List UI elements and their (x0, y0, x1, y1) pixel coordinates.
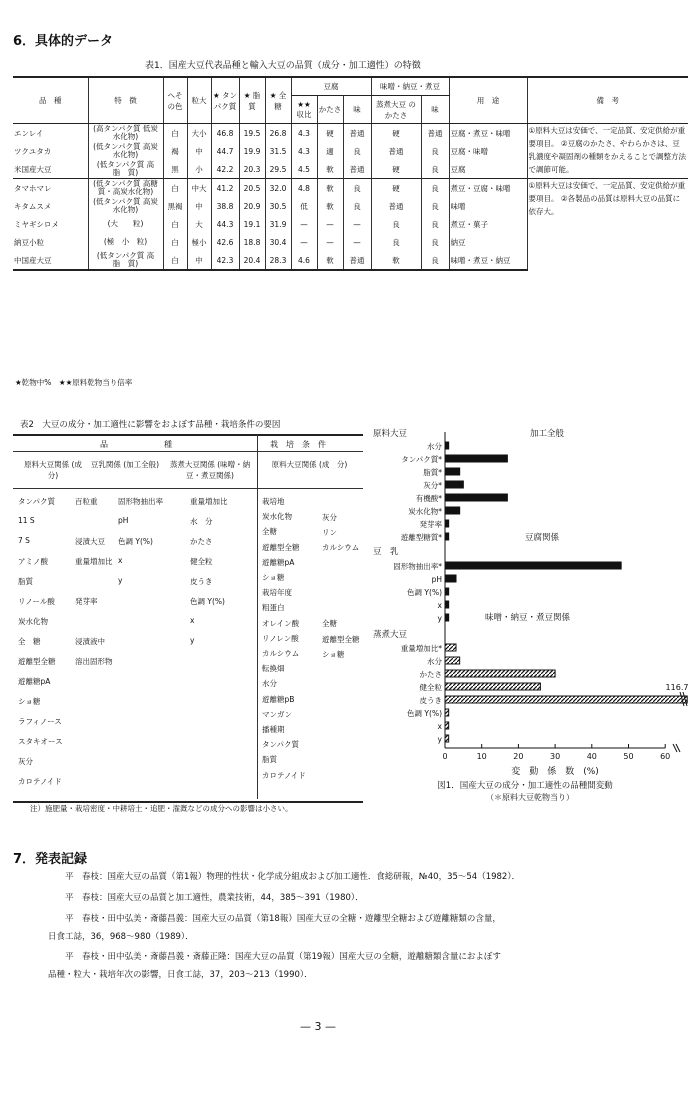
chart-bar (445, 670, 555, 677)
t2-col5-item: 粗蛋白 (262, 603, 285, 613)
t1-cell-k: 軟 (317, 160, 343, 179)
t1-cell-name: キタムスメ (14, 201, 52, 211)
t1-cell-p: 46.8 (211, 124, 239, 143)
t1-cell-f: 19.1 (239, 215, 265, 233)
t2-col5-item: カロテノイド (262, 770, 306, 780)
chart-section-label-miso: 味噌・納豆・煮豆関係 (485, 613, 571, 623)
t2-col5-item: ショ糖 (262, 573, 285, 582)
t1-cell-y: — (291, 215, 317, 233)
t1-cell-nk: 硬 (371, 160, 421, 179)
t2-col3-item: 色調 Y(%) (118, 537, 153, 546)
t2-col1-item: 7 S (18, 536, 30, 545)
chart-category-label: 水分 (427, 442, 442, 451)
t1-cell-s: 31.9 (265, 215, 291, 233)
t1-cell-y: — (291, 233, 317, 251)
t2-col1-item: ショ糖 (18, 697, 41, 706)
t2-col5-item: マンガン (262, 709, 292, 719)
t1-cell-s: 30.5 (265, 197, 291, 215)
t1-cell-ma: 良 (421, 215, 449, 233)
t2-col4-item: y (190, 636, 195, 645)
t1-cell-heso: 白 (163, 124, 187, 143)
chart-category-label: y (437, 614, 442, 623)
t2-col1-item: 遊離型全糖 (18, 657, 56, 666)
t1-cell-a: — (343, 233, 371, 251)
t1-cell-a: 良 (343, 197, 371, 215)
t1-note-miso: ①原料大豆は安価で、一定品質、安定供給が重要項目。 ②各製品の品質は原料大豆の品質に依存大。 (527, 179, 688, 271)
t2-col3-item: pH (118, 516, 129, 525)
t1-cell-y: 4.3 (291, 124, 317, 143)
t2-h-saibai: 栽 培 条 件 (270, 440, 326, 449)
t1-cell-ma: 良 (421, 197, 449, 215)
t2-col4-item: 皮うき (190, 577, 213, 586)
chart-title: 図1．国産大豆の成分・加工適性の品種間変動 (437, 781, 613, 791)
chart-category-label: 水分 (427, 657, 442, 666)
t1-cell-k: 軟 (317, 197, 343, 215)
t2-col3-item: x (118, 556, 123, 565)
chart-category-label: 有機酸* (415, 494, 442, 503)
t1-h-miso-aji: 味 (421, 96, 449, 124)
t1-cell-p: 42.6 (211, 233, 239, 251)
t1-cell-p: 44.3 (211, 215, 239, 233)
t2-col1-item: ラフィノース (18, 717, 62, 726)
t1-cell-a: 良 (343, 179, 371, 198)
t1-h-group-tofu: 豆腐 (291, 77, 371, 96)
chart-category-label: 健全粒 (419, 683, 442, 692)
t1-cell-nk: 軟 (371, 251, 421, 270)
t1-cell-s: 32.0 (265, 179, 291, 198)
t2-col5-item: 脂質 (262, 755, 277, 765)
t1-cell-f: 20.9 (239, 197, 265, 215)
t1-h-shishitsu: ★ 脂質 (239, 77, 265, 124)
chart-bar (445, 696, 687, 703)
t2-col3-item: y (118, 576, 123, 585)
t1-cell-f: 20.3 (239, 160, 265, 179)
t2-col1-item: スタキオース (18, 737, 63, 746)
t1-cell-s: 28.3 (265, 251, 291, 270)
t1-cell-heso: 白 (163, 233, 187, 251)
t2-col1-item: 遊離糖pA (18, 677, 51, 686)
ref-1: 平 春枝：国産大豆の品質（第1報）物理的性状・化学成分組成および加工適性．食総研報，№40，35〜54（1982）． (65, 872, 521, 882)
t1-cell-use: 豆腐・味噌 (449, 142, 527, 160)
chart-category-label: 発芽率 (419, 520, 442, 529)
t1-cell-k: 軟 (317, 179, 343, 198)
t1-cell-tsubu: 極小 (187, 233, 211, 251)
t1-cell-y: 4.3 (291, 142, 317, 160)
chart-bar (445, 588, 449, 595)
table2-rule2 (13, 488, 363, 489)
chart-bar (445, 735, 449, 742)
t1-h-tokucho: 特 徴 (88, 77, 163, 124)
t1-cell-name: 米国産大豆 (14, 164, 52, 174)
t1-cell-nk: 硬 (371, 124, 421, 143)
t2-col6-item: 遊離型全糖 (322, 634, 360, 644)
chart-x-tick-label: 10 (476, 752, 487, 761)
table1-footnote: ★乾物中% ★★原料乾物当り倍率 (15, 378, 133, 387)
t1-cell-heso: 黒褐 (163, 197, 187, 215)
section-6-title: 6．具体的データ (13, 34, 114, 49)
t1-cell-f: 19.9 (239, 142, 265, 160)
t2-col6-item: カルシウム (322, 543, 360, 553)
t1-cell-p: 42.3 (211, 251, 239, 270)
t1-h-biko: 備 考 (527, 77, 688, 124)
t1-h-group-miso: 味噌・納豆・煮豆 (371, 77, 449, 96)
t1-cell-name: エンレイ (14, 128, 44, 138)
t2-col4-item: x (190, 616, 195, 625)
t2-col5-item: リノレン酸 (262, 633, 299, 643)
t2-col1-item: アミノ酸 (18, 557, 48, 566)
chart-bar (445, 468, 460, 475)
t1-cell-feature: (低タンパク質 高 脂 質) (88, 160, 163, 179)
chart-category-label: かたさ (419, 670, 442, 679)
t1-cell-p: 38.8 (211, 197, 239, 215)
t1-cell-feature: (低タンパク質 高糖質・高炭水化物) (88, 179, 163, 198)
t1-cell-s: 26.8 (265, 124, 291, 143)
t1-cell-use: 煮豆・豆腐・味噌 (449, 179, 527, 198)
figure1-chart (365, 418, 689, 803)
chart-x-tick-label: 50 (623, 752, 634, 761)
t1-cell-ma: 良 (421, 142, 449, 160)
t2-col4-item: 重量増加比 (190, 497, 228, 506)
chart-x-tick-label: 40 (586, 752, 597, 761)
t1-cell-f: 20.5 (239, 179, 265, 198)
t1-cell-p: 42.2 (211, 160, 239, 179)
t2-sub3: 蒸煮大豆関係 (味噌・納豆・煮豆関係) (169, 460, 251, 480)
t2-col5-item: 水分 (262, 679, 277, 689)
t1-h-yoto: 用 途 (449, 77, 527, 124)
t1-cell-ma: 普通 (421, 124, 449, 143)
t2-sub4: 原料大豆関係 (成 分) (271, 460, 348, 469)
t2-col5-item: カルシウム (262, 649, 300, 658)
t2-col1-item: 11 S (18, 516, 35, 525)
t2-col1-item: 全 糖 (18, 637, 41, 646)
t2-col5-item: 遊離型全糖 (262, 542, 300, 552)
chart-bar (445, 442, 449, 449)
t2-col4-item: 水 分 (190, 517, 213, 526)
t1-cell-a: — (343, 215, 371, 233)
t1-cell-p: 44.7 (211, 142, 239, 160)
chart-x-tick-label: 20 (513, 752, 524, 761)
t2-col6-item: ショ糖 (322, 649, 345, 659)
t2-col5-item: 遊離糖pB (262, 694, 295, 704)
chart-group-label-soymilk: 豆 乳 (373, 547, 399, 557)
t2-col4-item: 健全粒 (190, 557, 213, 566)
t1-cell-use: 豆腐・煮豆・味噌 (449, 124, 527, 143)
chart-x-tick-label: 0 (442, 752, 448, 761)
t1-cell-f: 20.4 (239, 251, 265, 270)
chart-bar (445, 709, 449, 716)
table2-footnote: 注）施肥量・栽培密度・中耕培土・追肥・潅漑などの成分への影響は小さい。 (30, 804, 293, 813)
t2-col4-item: かたさ (190, 537, 213, 546)
ref-4-cont: 品種・粒大・栽培年次の影響，日食工誌，37，203〜213（1990）． (48, 970, 313, 980)
chart-category-label: y (437, 735, 442, 744)
ref-4: 平 春枝・田中弘美・斎藤昌義・斎藤正隆：国産大豆の品質（第19報）国産大豆の全糖，遊離糖類含量におよぼす (65, 952, 501, 962)
t1-cell-feature: (低タンパク質 高炭水化物) (88, 197, 163, 215)
t1-cell-nk: 良 (371, 215, 421, 233)
t1-cell-k: 軟 (317, 251, 343, 270)
t1-cell-name: ミヤギシロメ (14, 219, 59, 229)
t1-cell-y: 4.5 (291, 160, 317, 179)
t1-cell-tsubu: 中大 (187, 179, 211, 198)
chart-group-label-steamed: 蒸煮大豆 (373, 630, 408, 640)
t1-h-zento: ★ 全糖 (265, 77, 291, 124)
chart-category-label: 遊離型糖質* (400, 533, 442, 542)
t2-col5-item: 遊離糖pA (262, 557, 295, 567)
t1-cell-heso: 白 (163, 179, 187, 198)
table1-row (13, 124, 688, 143)
t1-cell-s: 30.4 (265, 233, 291, 251)
table1-row (13, 179, 688, 198)
t1-cell-k: 適 (317, 142, 343, 160)
chart-category-label: x (437, 722, 442, 731)
t2-col6-item: リン (322, 528, 337, 538)
chart-category-label: 色調 Y(%) (407, 709, 442, 718)
t1-h-shuhi: ★★ 収比 (291, 96, 317, 124)
t2-col1-item: 灰分 (18, 757, 33, 766)
chart-bar (445, 657, 460, 664)
chart-x-axis-label: 変 動 係 数 (%) (511, 767, 599, 777)
chart-bar (445, 494, 507, 501)
t1-cell-f: 18.8 (239, 233, 265, 251)
t1-h-tsubu: 粒大 (187, 77, 211, 124)
chart-subtitle: （＊原料大豆乾物当り） (486, 793, 574, 802)
t1-cell-ma: 良 (421, 233, 449, 251)
section-7-title: 7．発表記録 (13, 852, 88, 867)
t1-h-nimame-katasa: 蒸煮大豆 のかたさ (371, 96, 421, 124)
t1-cell-feature: (低タンパク質 高炭水化物) (88, 142, 163, 160)
t1-cell-feature: (低タンパク質 高 脂 質) (88, 251, 163, 270)
t1-h-heso: へそ の色 (163, 77, 187, 124)
t2-col1-item: 脂質 (18, 577, 33, 586)
t1-cell-y: 4.8 (291, 179, 317, 198)
chart-bar (445, 644, 456, 651)
t1-cell-name: タマホマレ (13, 179, 88, 198)
t1-cell-y: 4.6 (291, 251, 317, 270)
chart-bar (445, 507, 460, 514)
t1-cell-tsubu: 大 (187, 215, 211, 233)
chart-category-label: pH (431, 575, 442, 584)
chart-category-label: 皮うき (419, 696, 442, 705)
t1-cell-use: 味噌・煮豆・納豆 (449, 251, 527, 270)
t2-col2-item: 浸漬液中 (75, 637, 105, 646)
chart-category-label: x (437, 601, 442, 610)
ref-2: 平 春枝：国産大豆の品質と加工適性，農業技術，44，385〜391（1980）． (65, 893, 364, 903)
t2-col2-item: 重量増加比 (75, 557, 113, 566)
table1 (13, 76, 688, 271)
t1-cell-tsubu: 小 (187, 160, 211, 179)
chart-group-label-raw: 原料大豆 (373, 429, 408, 439)
t1-cell-k: — (317, 215, 343, 233)
t2-col5-item: 全糖 (262, 527, 277, 537)
chart-category-label: タンパク質* (401, 455, 442, 464)
chart-category-label: 色調 Y(%) (407, 588, 442, 597)
table2-frame (13, 434, 363, 803)
chart-bar (445, 481, 463, 488)
table2-caption: 表2 大豆の成分・加工適性に影響をおよぼす品種・栽培条件の要因 (20, 420, 281, 430)
t1-cell-y: 低 (291, 197, 317, 215)
t1-cell-s: 31.5 (265, 142, 291, 160)
t1-cell-use: 豆腐 (449, 160, 527, 179)
chart-x-tick-label: 30 (550, 752, 561, 761)
t1-h-aji: 味 (343, 96, 371, 124)
t2-col3-item: 固形物抽出率 (118, 497, 163, 506)
t2-col2-item: 発芽率 (75, 597, 98, 606)
t1-cell-name: 納豆小粒 (14, 237, 44, 247)
t1-h-hinshu: 品 種 (13, 77, 88, 124)
t1-cell-s: 29.5 (265, 160, 291, 179)
t1-cell-use: 納豆 (449, 233, 527, 251)
t2-col5-item: 転換畑 (262, 664, 285, 674)
t2-col5-item: 播種期 (262, 725, 285, 734)
t1-cell-tsubu: 中 (187, 197, 211, 215)
t2-col4-item: 色調 Y(%) (190, 597, 225, 606)
t2-col6-item: 灰分 (322, 513, 337, 522)
chart-bar (445, 562, 621, 569)
t1-h-tanpaku: ★ タンパク質 (211, 77, 239, 124)
t1-cell-a: 普通 (343, 124, 371, 143)
t1-cell-use: 煮豆・菓子 (449, 215, 527, 233)
t2-col2-item: 溶出固形物 (75, 657, 113, 666)
t2-h-hinshu: 品 種 (100, 440, 172, 449)
chart-bar (445, 601, 449, 608)
table2-rule1 (13, 451, 363, 452)
ref-3-cont: 日食工誌，36，968〜980（1989）． (48, 932, 194, 942)
t1-cell-use: 味噌 (449, 197, 527, 215)
t2-col5-item: 炭水化物 (262, 512, 292, 522)
t1-cell-a: 良 (343, 142, 371, 160)
t1-cell-nk: 良 (371, 233, 421, 251)
t1-cell-f: 19.5 (239, 124, 265, 143)
t1-cell-heso: 褐 (163, 142, 187, 160)
t2-col2-item: 浸漬大豆 (75, 537, 105, 546)
chart-bar (445, 575, 456, 582)
t1-cell-heso: 白 (163, 215, 187, 233)
t1-cell-nk: 普通 (371, 142, 421, 160)
t1-cell-k: — (317, 233, 343, 251)
chart-section-label-general: 加工全般 (530, 429, 565, 439)
t2-sub2: 豆乳関係 (加工全般) (90, 460, 160, 469)
t2-sub1: 原料大豆関係 (成 分) (24, 460, 90, 480)
chart-category-label: 脂質* (423, 468, 442, 477)
t1-cell-ma: 良 (421, 160, 449, 179)
t2-col1-item: リノール酸 (18, 597, 55, 606)
t1-cell-heso: 白 (163, 251, 187, 270)
t2-col1-item: 炭水化物 (18, 617, 48, 626)
t2-col5-item: オレイン酸 (262, 618, 300, 628)
t2-col1-item: タンパク質 (18, 497, 55, 506)
t2-col6-item: 全糖 (322, 619, 337, 629)
t1-cell-heso: 黒 (163, 160, 187, 179)
t1-cell-a: 普通 (343, 160, 371, 179)
chart-bar (445, 614, 449, 621)
chart-bar (445, 722, 449, 729)
t2-col5-item: タンパク質 (262, 740, 299, 750)
chart-section-label-tofu: 豆腐関係 (525, 533, 560, 543)
t1-cell-name: 中国産大豆 (13, 251, 88, 270)
t2-col5-item: 栽培地 (262, 497, 285, 506)
t1-cell-nk: 普通 (371, 197, 421, 215)
t2-col2-item: 百粒重 (75, 497, 98, 506)
t1-cell-a: 普通 (343, 251, 371, 270)
t2-col5-item: 栽培年度 (262, 588, 292, 598)
t1-cell-feature: (極 小 粒) (88, 233, 163, 251)
chart-value-label: 116.7 (665, 683, 689, 692)
page-number: — 3 — (300, 1020, 336, 1033)
table1-caption: 表1．国産大豆代表品種と輸入大豆の品質（成分・加工適性）の特徴 (145, 61, 421, 71)
chart-bar (445, 520, 449, 527)
t1-cell-tsubu: 中 (187, 142, 211, 160)
t1-cell-feature: (大 粒) (88, 215, 163, 233)
chart-category-label: 炭水化物* (408, 507, 442, 516)
t1-cell-p: 41.2 (211, 179, 239, 198)
chart-bar (445, 533, 449, 540)
ref-3: 平 春枝・田中弘美・斎藤昌義：国産大豆の品質（第18報）国産大豆の全糖・遊離型全糖および遊離糖類の含量， (65, 914, 501, 924)
chart-category-label: 灰分* (423, 481, 442, 490)
t2-col1-item: カロテノイド (18, 777, 62, 786)
t1-note-tofu: ①原料大豆は安価で、一定品質、安定供給が重要項目。 ②豆腐のかたさ、やわらかさは、豆乳濃度や凝固剤の種類をかえることで調整方法で調節可能。 (527, 124, 688, 179)
chart-bar (445, 683, 540, 690)
chart-bar (445, 455, 507, 462)
t1-cell-feature: (高タンパク質 低炭水化物) (88, 124, 163, 143)
t1-cell-name: ツクユタカ (14, 146, 52, 156)
t1-h-katasa: かたさ (317, 96, 343, 124)
chart-category-label: 固形物抽出率* (393, 562, 442, 571)
t1-cell-nk: 硬 (371, 179, 421, 198)
t1-cell-ma: 良 (421, 251, 449, 270)
t1-cell-k: 硬 (317, 124, 343, 143)
t1-cell-tsubu: 中 (187, 251, 211, 270)
chart-x-tick-label: 60 (660, 752, 671, 761)
chart-category-label: 重量増加比* (400, 644, 442, 653)
t1-cell-ma: 良 (421, 179, 449, 198)
t1-cell-tsubu: 大小 (187, 124, 211, 143)
